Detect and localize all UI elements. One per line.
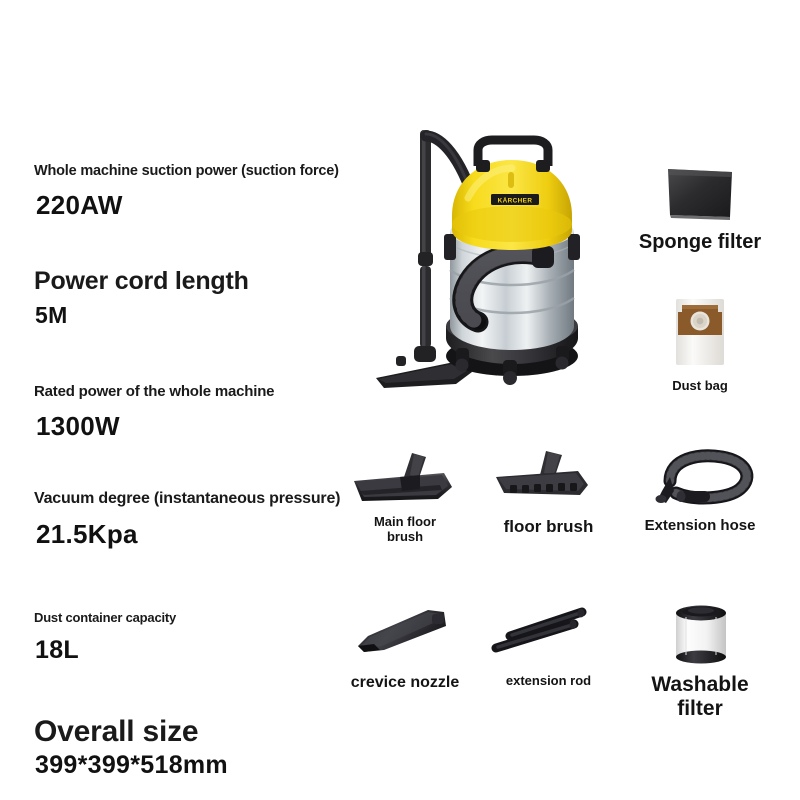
spec-value: 220AW (36, 190, 123, 220)
main-floor-brush-image (340, 447, 470, 509)
caster-wheel (556, 346, 570, 370)
spec-value: 5M (35, 302, 68, 328)
product-image-vacuum-cleaner (360, 120, 600, 400)
vacuum-yellow-head (452, 160, 572, 250)
spec-value: 1300W (36, 411, 120, 441)
spec-item-power-cord-length (34, 267, 249, 329)
spec-value: 21.5Kpa (36, 519, 138, 549)
extension-rod-image (486, 600, 611, 660)
spec-value: 18L (35, 636, 79, 664)
spec-item-suction-power (34, 163, 339, 221)
accessory-main-floor-brush (340, 447, 470, 545)
accessory-washable-filter (636, 595, 764, 721)
crevice-nozzle-image (340, 600, 470, 660)
accessory-caption: floor brush (503, 517, 594, 536)
spec-label: Power cord length (34, 267, 249, 295)
spec-item-vacuum-degree (34, 490, 340, 550)
accessory-caption: extension rod (505, 673, 592, 688)
accessory-sponge-filter (636, 163, 764, 254)
accessory-caption (340, 515, 470, 545)
spec-label: Overall size (34, 715, 199, 748)
accessory-caption: Washable filter (651, 673, 749, 721)
accessory-caption: Dust bag (672, 378, 728, 393)
caster-wheel (503, 360, 517, 385)
accessory-caption: Extension hose (644, 517, 756, 534)
caster-wheel (456, 348, 470, 372)
brand-logo-text: KÄRCHER (497, 197, 533, 205)
spec-label: Vacuum degree (instantaneous pressure) (34, 490, 341, 507)
sponge-filter-image (636, 163, 764, 225)
spec-label: Dust container capacity (34, 610, 177, 625)
extension-hose-image (636, 447, 764, 509)
accessory-crevice-nozzle (340, 600, 470, 692)
spec-label: Whole machine suction power (suction force) (34, 163, 339, 179)
accessory-caption: crevice nozzle (350, 674, 460, 691)
accessory-caption: Sponge filter (638, 231, 762, 253)
accessory-extension-hose (636, 447, 764, 534)
floor-brush-image (486, 447, 611, 509)
spec-label: Rated power of the whole machine (34, 383, 275, 400)
spec-item-overall-size (34, 715, 228, 780)
accessory-dust-bag (636, 295, 764, 394)
spec-value: 399*399*518mm (35, 751, 228, 779)
dust-bag-image (636, 295, 764, 367)
accessory-caption-line1: Main floor (373, 514, 437, 529)
washable-filter-image (636, 595, 764, 667)
spec-item-dust-capacity (34, 610, 176, 665)
accessory-caption-line2: brush (386, 528, 424, 544)
accessory-extension-rod (486, 600, 611, 689)
accessory-floor-brush (486, 447, 611, 537)
spec-item-rated-power (34, 383, 274, 442)
